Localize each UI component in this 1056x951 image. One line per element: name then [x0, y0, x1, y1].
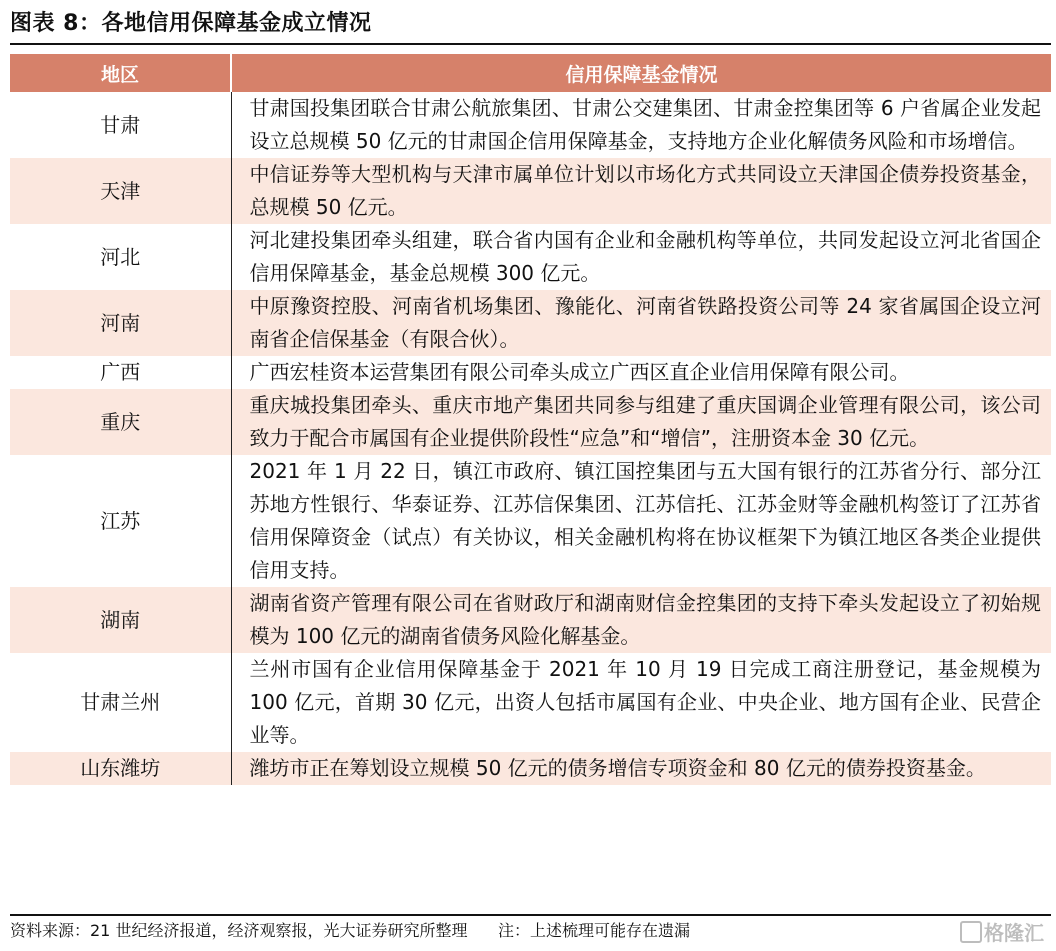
desc-cell: 河北建投集团牵头组建，联合省内国有企业和金融机构等单位，共同发起设立河北省国企信用保障基金，基金总规模 300 亿元。 [231, 224, 1051, 290]
region-cell: 甘肃 [10, 92, 231, 158]
region-cell: 河北 [10, 224, 231, 290]
table-row [10, 455, 1051, 587]
table-row [10, 356, 1051, 389]
watermark-logo-icon [960, 921, 982, 943]
desc-cell: 湖南省资产管理有限公司在省财政厅和湖南财信金控集团的支持下牵头发起设立了初始规模为 100 亿元的湖南省债务风险化解基金。 [231, 587, 1051, 653]
desc-cell: 兰州市国有企业信用保障基金于 2021 年 10 月 19 日完成工商注册登记，基金规模为 100 亿元，首期 30 亿元，出资人包括市属国有企业、中央企业、地方国有企业、民营企业等。 [231, 653, 1051, 752]
region-cell: 河南 [10, 290, 231, 356]
table-row [10, 653, 1051, 752]
watermark-text: 格隆汇 [984, 921, 1044, 945]
watermark [960, 917, 1044, 946]
title-divider [10, 43, 1051, 45]
desc-cell: 中原豫资控股、河南省机场集团、豫能化、河南省铁路投资公司等 24 家省属国企设立河南省企信保基金（有限合伙）。 [231, 290, 1051, 356]
desc-cell: 甘肃国投集团联合甘肃公航旅集团、甘肃公交建集团、甘肃金控集团等 6 户省属企业发起设立总规模 50 亿元的甘肃国企信用保障基金，支持地方企业化解债务风险和市场增信。 [231, 92, 1051, 158]
desc-cell: 潍坊市正在筹划设立规模 50 亿元的债务增信专项资金和 80 亿元的债券投资基金。 [231, 752, 1051, 785]
source-note [10, 918, 690, 941]
desc-cell: 广西宏桂资本运营集团有限公司牵头成立广西区直企业信用保障有限公司。 [231, 356, 1051, 389]
page-title: 图表 8：各地信用保障基金成立情况 [10, 11, 372, 36]
table-row [10, 752, 1051, 785]
desc-cell: 中信证券等大型机构与天津市属单位计划以市场化方式共同设立天津国企债券投资基金，总规模 50 亿元。 [231, 158, 1051, 224]
disclaimer-note: 注：上述梳理可能存在遗漏 [497, 921, 690, 940]
table-row [10, 92, 1051, 158]
header-fund-status: 信用保障基金情况 [231, 54, 1051, 92]
region-cell: 重庆 [10, 389, 231, 455]
table-header-row [10, 54, 1051, 92]
region-cell: 山东潍坊 [10, 752, 231, 785]
source-text: 资料来源：21 世纪经济报道，经济观察报，光大证券研究所整理 [10, 921, 468, 940]
header-region: 地区 [10, 54, 231, 92]
region-cell: 江苏 [10, 455, 231, 587]
region-cell: 广西 [10, 356, 231, 389]
table-row [10, 389, 1051, 455]
table-row [10, 224, 1051, 290]
region-cell: 天津 [10, 158, 231, 224]
credit-fund-table [10, 54, 1051, 785]
desc-cell: 重庆城投集团牵头、重庆市地产集团共同参与组建了重庆国调企业管理有限公司，该公司致力于配合市属国有企业提供阶段性“应急”和“增信”，注册资本金 30 亿元。 [231, 389, 1051, 455]
table-row [10, 158, 1051, 224]
table-row [10, 290, 1051, 356]
region-cell: 湖南 [10, 587, 231, 653]
table-row [10, 587, 1051, 653]
desc-cell: 2021 年 1 月 22 日，镇江市政府、镇江国控集团与五大国有银行的江苏省分行、部分江苏地方性银行、华泰证券、江苏信保集团、江苏信托、江苏金财等金融机构签订了江苏省信用保障资金（试点）有关协议，相关金融机构将在协议框架下为镇江地区各类企业提供信用支持。 [231, 455, 1051, 587]
region-cell: 甘肃兰州 [10, 653, 231, 752]
footer-divider [10, 914, 1051, 916]
